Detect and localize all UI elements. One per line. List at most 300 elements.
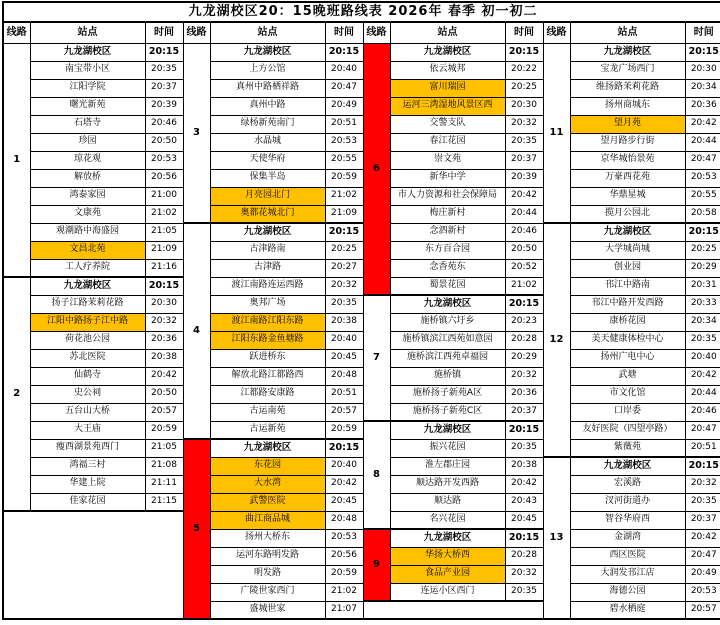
time-cell: 20:53 — [685, 169, 720, 187]
station-cell: 九龙湖校区 — [390, 421, 505, 439]
station-cell: 华扬大桥西 — [390, 547, 505, 565]
station-cell: 珍园 — [30, 133, 145, 151]
time-cell: 20:57 — [325, 403, 363, 421]
station-cell: 文康苑 — [30, 205, 145, 223]
station-cell: 琼花观 — [30, 151, 145, 169]
time-cell: 21:05 — [145, 223, 183, 241]
col-header-station: 站点 — [570, 22, 685, 43]
station-cell: 万豪西花苑 — [570, 169, 685, 187]
station-cell: 五台山大桥 — [30, 403, 145, 421]
time-cell: 20:15 — [145, 43, 183, 61]
time-cell: 20:15 — [325, 223, 363, 241]
route-table — [2, 1, 720, 620]
time-cell: 20:30 — [145, 295, 183, 313]
time-cell: 20:49 — [325, 97, 363, 115]
time-cell: 21:16 — [145, 259, 183, 277]
station-cell: 天使华府 — [210, 151, 325, 169]
station-cell: 九龙湖校区 — [390, 295, 505, 313]
station-cell: 碧水栖庭 — [570, 601, 685, 619]
station-cell: 大学城尚城 — [570, 241, 685, 259]
table-row — [3, 493, 720, 511]
time-cell: 20:42 — [685, 367, 720, 385]
time-cell: 20:25 — [685, 241, 720, 259]
table-row — [3, 385, 720, 403]
time-cell: 20:28 — [505, 331, 543, 349]
time-cell: 20:47 — [685, 151, 720, 169]
time-cell: 20:46 — [505, 223, 543, 241]
time-cell: 21:00 — [145, 187, 183, 205]
station-cell: 水晶城 — [210, 133, 325, 151]
station-cell: 南宝带小区 — [30, 61, 145, 79]
time-cell: 20:47 — [325, 79, 363, 97]
station-cell: 江都路安康路 — [210, 385, 325, 403]
station-cell: 九龙湖校区 — [570, 43, 685, 61]
route-number-cell: 2 — [3, 277, 30, 511]
time-cell: 20:36 — [505, 385, 543, 403]
time-cell: 20:42 — [505, 475, 543, 493]
station-cell: 友好医院（四望亭路） — [570, 421, 685, 439]
station-cell: 华鼎星城 — [570, 187, 685, 205]
time-cell: 20:22 — [505, 61, 543, 79]
table-row — [3, 223, 720, 241]
col-header-route: 线路 — [543, 22, 570, 43]
table-row — [3, 349, 720, 367]
time-cell: 20:30 — [505, 97, 543, 115]
time-cell: 21:11 — [145, 475, 183, 493]
table-row — [3, 439, 720, 457]
station-cell: 扬子江路茉莉花路 — [30, 295, 145, 313]
time-cell: 20:53 — [145, 151, 183, 169]
time-cell: 20:32 — [685, 475, 720, 493]
station-cell: 九龙湖校区 — [390, 529, 505, 547]
route-number-cell: 4 — [183, 223, 210, 439]
station-cell: 口岸委 — [570, 403, 685, 421]
station-cell: 望月路步行街 — [570, 133, 685, 151]
time-cell: 21:02 — [325, 583, 363, 601]
time-cell: 20:40 — [325, 457, 363, 475]
time-cell: 20:43 — [505, 493, 543, 511]
station-cell: 宝龙广场西门 — [570, 61, 685, 79]
station-cell: 古津路南 — [210, 241, 325, 259]
station-cell: 解放桥 — [30, 169, 145, 187]
station-cell: 念香苑东 — [390, 259, 505, 277]
time-cell: 20:15 — [685, 43, 720, 61]
station-cell: 苏北医院 — [30, 349, 145, 367]
station-cell: 九龙湖校区 — [390, 43, 505, 61]
station-cell: 崇文苑 — [390, 151, 505, 169]
time-cell: 20:29 — [505, 349, 543, 367]
station-cell: 荷花池公园 — [30, 331, 145, 349]
table-row — [3, 169, 720, 187]
station-cell: 武塘 — [570, 367, 685, 385]
station-cell: 古运南苑 — [210, 403, 325, 421]
time-cell: 20:32 — [505, 367, 543, 385]
station-cell: 顺达路开发西路 — [390, 475, 505, 493]
time-cell: 20:50 — [145, 385, 183, 403]
col-header-time: 时间 — [505, 22, 543, 43]
station-cell: 美天健康体检中心 — [570, 331, 685, 349]
station-cell: 江阳东路金鱼塘路 — [210, 331, 325, 349]
station-cell: 施桥滨江西苑卓福园 — [390, 349, 505, 367]
time-cell: 20:56 — [145, 169, 183, 187]
station-cell: 施桥镇 — [390, 367, 505, 385]
station-cell: 奥邦广场 — [210, 295, 325, 313]
time-cell: 20:57 — [685, 601, 720, 619]
station-cell: 梅庄新村 — [390, 205, 505, 223]
station-cell: 观潮路中海盛园 — [30, 223, 145, 241]
time-cell: 20:37 — [505, 403, 543, 421]
station-cell: 东花园 — [210, 457, 325, 475]
table-row — [3, 79, 720, 97]
station-cell: 名兴花园 — [390, 511, 505, 529]
time-cell: 21:02 — [325, 187, 363, 205]
time-cell: 20:48 — [325, 367, 363, 385]
table-row — [3, 187, 720, 205]
station-cell: 月亮园北门 — [210, 187, 325, 205]
table-row — [3, 115, 720, 133]
station-cell: 瘦西湖景苑西门 — [30, 439, 145, 457]
route-number-cell: 11 — [543, 43, 570, 223]
time-cell: 20:42 — [145, 367, 183, 385]
station-cell: 创业园 — [570, 259, 685, 277]
time-cell: 20:15 — [325, 439, 363, 457]
station-cell: 工人疗养院 — [30, 259, 145, 277]
table-row — [3, 151, 720, 169]
station-cell: 上方公馆 — [210, 61, 325, 79]
table-row — [3, 457, 720, 475]
station-cell: 鸿泰家园 — [30, 187, 145, 205]
table-row — [3, 295, 720, 313]
col-header-station: 站点 — [210, 22, 325, 43]
station-cell: 依云城邦 — [390, 61, 505, 79]
station-cell: 维扬路茉莉花路 — [570, 79, 685, 97]
station-cell: 仙鹤寺 — [30, 367, 145, 385]
station-cell: 九龙湖校区 — [570, 457, 685, 475]
table-head — [3, 2, 720, 43]
time-cell: 20:51 — [325, 115, 363, 133]
station-cell: 市人力资源和社会保障局 — [390, 187, 505, 205]
station-cell: 邗江中路开发西路 — [570, 295, 685, 313]
station-cell: 邗江中路南 — [570, 277, 685, 295]
time-cell: 21:08 — [145, 457, 183, 475]
route-number-cell: 5 — [183, 439, 210, 619]
station-cell: 古运新苑 — [210, 421, 325, 439]
table-row — [3, 277, 720, 295]
station-cell: 市文化馆 — [570, 385, 685, 403]
col-header-time: 时间 — [325, 22, 363, 43]
time-cell: 20:56 — [325, 547, 363, 565]
time-cell: 20:57 — [145, 403, 183, 421]
station-cell: 望月苑 — [570, 115, 685, 133]
time-cell: 20:35 — [685, 331, 720, 349]
station-cell: 交警支队 — [390, 115, 505, 133]
station-cell: 曙光新苑 — [30, 97, 145, 115]
station-cell: 佳家花园 — [30, 493, 145, 511]
time-cell: 20:46 — [145, 115, 183, 133]
time-cell: 20:51 — [685, 439, 720, 457]
station-cell: 九龙湖校区 — [570, 223, 685, 241]
table-row — [3, 61, 720, 79]
route-number-cell: 7 — [363, 295, 390, 421]
station-cell: 保集半岛 — [210, 169, 325, 187]
time-cell: 20:42 — [505, 187, 543, 205]
time-cell: 20:35 — [505, 133, 543, 151]
time-cell: 20:58 — [685, 205, 720, 223]
station-cell: 渡江南路连运西路 — [210, 277, 325, 295]
time-cell: 21:02 — [505, 277, 543, 295]
route-number-cell: 12 — [543, 223, 570, 457]
time-cell: 20:35 — [145, 61, 183, 79]
time-cell: 20:51 — [325, 385, 363, 403]
station-cell: 运河三湾湿地风景区西 — [390, 97, 505, 115]
col-header-station: 站点 — [390, 22, 505, 43]
time-cell: 20:32 — [505, 115, 543, 133]
time-cell: 20:49 — [685, 565, 720, 583]
station-cell: 运河东路明发路 — [210, 547, 325, 565]
route-number-cell: 6 — [363, 43, 390, 295]
time-cell: 20:35 — [685, 493, 720, 511]
time-cell: 20:52 — [505, 259, 543, 277]
station-cell: 施桥扬子新苑C区 — [390, 403, 505, 421]
time-cell: 20:55 — [685, 187, 720, 205]
station-cell: 九龙湖校区 — [30, 277, 145, 295]
station-cell: 九龙湖校区 — [210, 223, 325, 241]
time-cell: 20:42 — [325, 475, 363, 493]
time-cell: 20:32 — [325, 277, 363, 295]
table-row — [3, 241, 720, 259]
page-title: 九龙湖校区20：15晚班路线表 2026年 春季 初一初二 — [3, 2, 720, 22]
time-cell: 20:37 — [145, 79, 183, 97]
time-cell: 20:45 — [505, 511, 543, 529]
station-cell: 紫薇苑 — [570, 439, 685, 457]
time-cell: 20:44 — [685, 385, 720, 403]
table-row — [3, 259, 720, 277]
station-cell: 奥都花城北门 — [210, 205, 325, 223]
time-cell: 20:50 — [505, 241, 543, 259]
route-number-cell: 13 — [543, 457, 570, 619]
time-cell: 20:15 — [505, 421, 543, 439]
station-cell: 大王庙 — [30, 421, 145, 439]
time-cell: 20:40 — [325, 331, 363, 349]
station-cell: 蜀景花园 — [390, 277, 505, 295]
time-cell: 20:28 — [505, 547, 543, 565]
time-cell: 20:59 — [325, 421, 363, 439]
col-header-time: 时间 — [145, 22, 183, 43]
table-row — [3, 403, 720, 421]
time-cell: 20:37 — [505, 151, 543, 169]
station-cell: 智谷华府西 — [570, 511, 685, 529]
route-number-cell: 1 — [3, 43, 30, 277]
station-cell: 新华中学 — [390, 169, 505, 187]
time-cell: 21:09 — [145, 241, 183, 259]
station-cell: 食品产业园 — [390, 565, 505, 583]
table-row — [3, 313, 720, 331]
route-number-cell: 8 — [363, 421, 390, 529]
station-cell: 大润发邗江店 — [570, 565, 685, 583]
station-cell: 真州中路栖祥路 — [210, 79, 325, 97]
time-cell: 20:35 — [325, 295, 363, 313]
time-cell: 20:36 — [145, 331, 183, 349]
time-cell: 20:40 — [325, 61, 363, 79]
time-cell: 20:59 — [325, 169, 363, 187]
station-cell: 解放北路江都路西 — [210, 367, 325, 385]
time-cell: 20:39 — [145, 97, 183, 115]
station-cell: 广陵世家西门 — [210, 583, 325, 601]
time-cell: 20:59 — [145, 421, 183, 439]
time-cell: 20:34 — [685, 79, 720, 97]
time-cell: 20:40 — [685, 349, 720, 367]
time-cell: 20:53 — [325, 529, 363, 547]
time-cell: 20:38 — [145, 349, 183, 367]
station-cell: 连运小区西门 — [390, 583, 505, 601]
time-cell: 20:15 — [505, 529, 543, 547]
time-cell: 21:05 — [145, 439, 183, 457]
station-cell: 盛城世家 — [210, 601, 325, 619]
route-number-cell: 3 — [183, 43, 210, 223]
time-cell: 20:39 — [505, 169, 543, 187]
empty-cell — [3, 511, 183, 619]
station-cell: 康桥花园 — [570, 313, 685, 331]
station-cell: 富川瑞园 — [390, 79, 505, 97]
time-cell: 20:15 — [685, 457, 720, 475]
time-cell: 21:09 — [325, 205, 363, 223]
time-cell: 20:47 — [685, 421, 720, 439]
station-cell: 明发路 — [210, 565, 325, 583]
station-cell: 海德公园 — [570, 583, 685, 601]
station-cell: 念泗新村 — [390, 223, 505, 241]
station-cell: 金湖湾 — [570, 529, 685, 547]
station-cell: 顺达路 — [390, 493, 505, 511]
time-cell: 20:45 — [325, 493, 363, 511]
col-header-time: 时间 — [685, 22, 720, 43]
time-cell: 21:15 — [145, 493, 183, 511]
station-cell: 西区医院 — [570, 547, 685, 565]
station-cell: 振兴花园 — [390, 439, 505, 457]
station-cell: 真州中路 — [210, 97, 325, 115]
time-cell: 20:15 — [685, 223, 720, 241]
time-cell: 20:46 — [685, 403, 720, 421]
time-cell: 20:15 — [505, 295, 543, 313]
table-row — [3, 43, 720, 61]
station-cell: 施桥扬子新苑A区 — [390, 385, 505, 403]
time-cell: 20:29 — [685, 259, 720, 277]
time-cell: 20:27 — [325, 259, 363, 277]
station-cell: 江阳学院 — [30, 79, 145, 97]
time-cell: 20:34 — [685, 313, 720, 331]
table-row — [3, 205, 720, 223]
table-row — [3, 133, 720, 151]
time-cell: 20:35 — [505, 439, 543, 457]
time-cell: 20:23 — [505, 313, 543, 331]
station-cell: 施桥镇滨江西苑如意园 — [390, 331, 505, 349]
station-cell: 淮左郡庄园 — [390, 457, 505, 475]
station-cell: 揽月公园北 — [570, 205, 685, 223]
time-cell: 20:44 — [685, 133, 720, 151]
station-cell: 鸿福三村 — [30, 457, 145, 475]
time-cell: 20:30 — [685, 61, 720, 79]
time-cell: 21:02 — [145, 205, 183, 223]
station-cell: 古津路 — [210, 259, 325, 277]
table-body — [3, 43, 720, 619]
station-cell: 扬州商城东 — [570, 97, 685, 115]
time-cell: 20:31 — [685, 277, 720, 295]
time-cell: 20:25 — [325, 241, 363, 259]
time-cell: 20:59 — [325, 565, 363, 583]
station-cell: 江阳中路扬子江中路 — [30, 313, 145, 331]
column-header-row — [3, 22, 720, 43]
station-cell: 扬州大桥东 — [210, 529, 325, 547]
time-cell: 20:38 — [325, 313, 363, 331]
station-cell: 九龙湖校区 — [210, 439, 325, 457]
table-row — [3, 421, 720, 439]
station-cell: 华建上院 — [30, 475, 145, 493]
time-cell: 20:42 — [685, 529, 720, 547]
station-cell: 扬州广电中心 — [570, 349, 685, 367]
station-cell: 汊河街道办 — [570, 493, 685, 511]
table-row — [3, 331, 720, 349]
time-cell: 21:07 — [325, 601, 363, 619]
station-cell: 武警医院 — [210, 493, 325, 511]
table-row — [3, 97, 720, 115]
table-row — [3, 367, 720, 385]
time-cell: 20:37 — [685, 511, 720, 529]
time-cell: 20:15 — [145, 277, 183, 295]
station-cell: 石塔寺 — [30, 115, 145, 133]
time-cell: 20:38 — [505, 457, 543, 475]
station-cell: 大水湾 — [210, 475, 325, 493]
time-cell: 20:25 — [505, 79, 543, 97]
col-header-route: 线路 — [3, 22, 30, 43]
time-cell: 20:15 — [505, 43, 543, 61]
time-cell: 20:47 — [685, 547, 720, 565]
title-row — [3, 2, 720, 22]
time-cell: 20:45 — [325, 349, 363, 367]
station-cell: 春江花园 — [390, 133, 505, 151]
station-cell: 东方百合园 — [390, 241, 505, 259]
time-cell: 20:53 — [685, 583, 720, 601]
station-cell: 跃进桥东 — [210, 349, 325, 367]
route-number-cell: 9 — [363, 529, 390, 601]
time-cell: 20:48 — [325, 511, 363, 529]
station-cell: 绿杨新苑南门 — [210, 115, 325, 133]
station-cell: 九龙湖校区 — [30, 43, 145, 61]
col-header-station: 站点 — [30, 22, 145, 43]
station-cell: 史公祠 — [30, 385, 145, 403]
station-cell: 文昌北苑 — [30, 241, 145, 259]
time-cell: 20:36 — [685, 97, 720, 115]
time-cell: 20:33 — [685, 295, 720, 313]
empty-cell — [363, 601, 543, 619]
station-cell: 京华城怡景苑 — [570, 151, 685, 169]
time-cell: 20:42 — [685, 115, 720, 133]
time-cell: 20:50 — [145, 133, 183, 151]
table-row — [3, 511, 720, 529]
station-cell: 九龙湖校区 — [210, 43, 325, 61]
station-cell: 施桥镇六圩乡 — [390, 313, 505, 331]
station-cell: 宏溪路 — [570, 475, 685, 493]
time-cell: 20:32 — [505, 565, 543, 583]
time-cell: 20:32 — [145, 313, 183, 331]
time-cell: 20:53 — [325, 133, 363, 151]
time-cell: 20:44 — [505, 205, 543, 223]
station-cell: 渡江南路江阳东路 — [210, 313, 325, 331]
time-cell: 20:15 — [325, 43, 363, 61]
col-header-route: 线路 — [363, 22, 390, 43]
time-cell: 20:35 — [505, 583, 543, 601]
time-cell: 20:55 — [325, 151, 363, 169]
station-cell: 曲江商品城 — [210, 511, 325, 529]
col-header-route: 线路 — [183, 22, 210, 43]
